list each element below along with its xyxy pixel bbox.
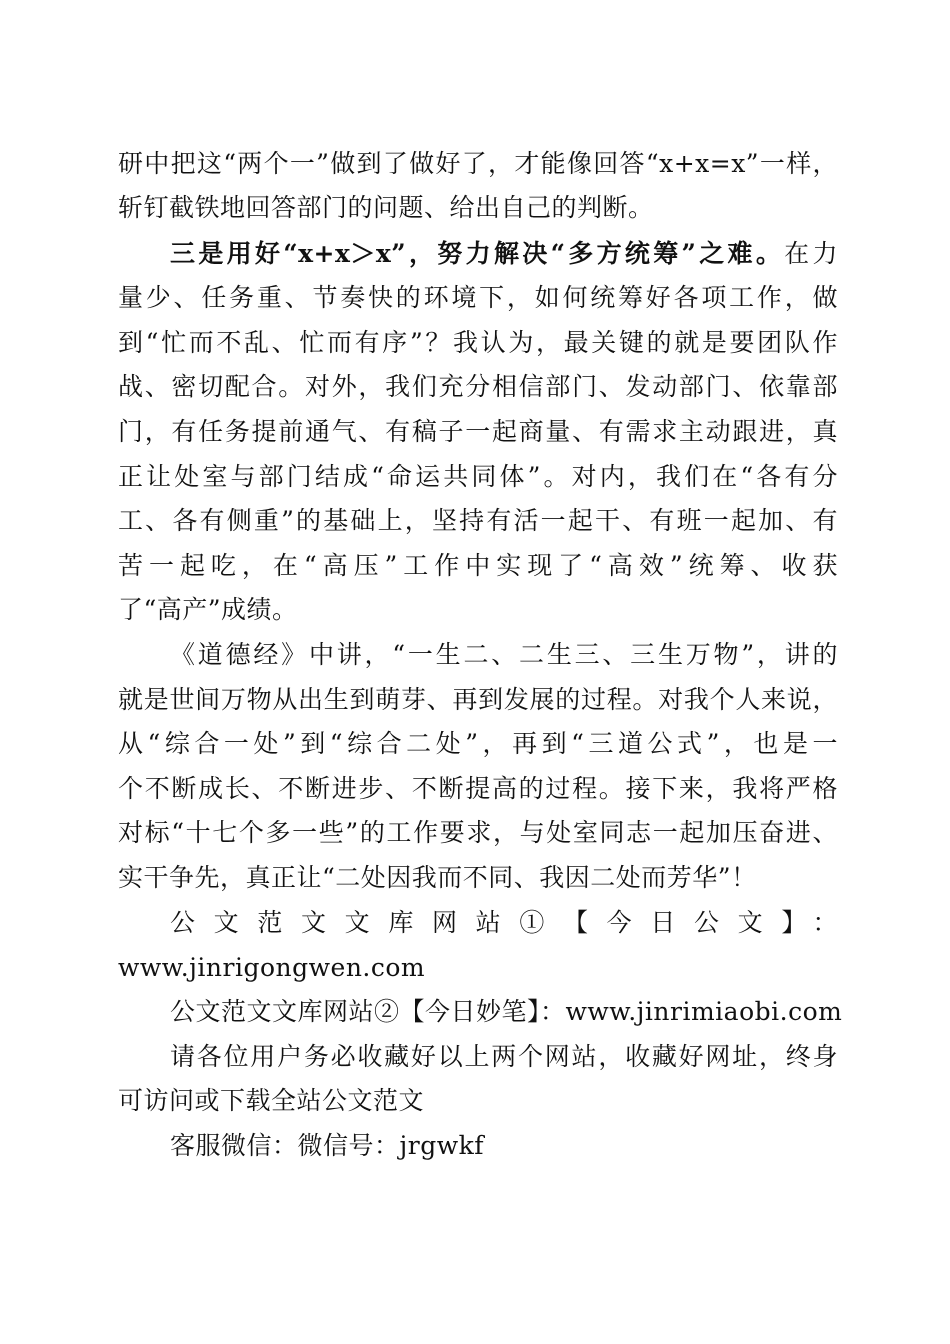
- footer-service: 客服微信：微信号：jrgwkf: [170, 1131, 485, 1160]
- para1-line-2: 斩钉截铁地回答部门的问题、给出自己的判断。: [118, 193, 654, 222]
- para3-line-1: 《道德经》中讲，“一生二、二生三、三生万物”，讲的: [170, 640, 838, 669]
- para2-line-8: 苦一起吃，在“高压”工作中实现了“高效”统筹、收获: [118, 551, 838, 580]
- para2-line-1: [170, 239, 838, 269]
- footer-site2[interactable]: 公文范文文库网站②【今日妙笔】：www.jinrimiaobi.com: [170, 997, 843, 1026]
- para2-line-9: 了“高产”成绩。: [118, 595, 298, 624]
- para2-lead-rest: 在力: [784, 239, 838, 268]
- para2-lead-bold: 三是用好“x+x＞x”，努力解决“多方统筹”之难。: [170, 239, 785, 268]
- footer-notice-line-2: 可访问或下载全站公文范文: [118, 1086, 425, 1115]
- para2-line-4: 战、密切配合。对外，我们充分相信部门、发动部门、依靠部: [118, 372, 838, 401]
- para1-line-1: 研中把这“两个一”做到了做好了，才能像回答“x+x=x”一样，: [118, 149, 838, 178]
- para3-line-3: 从“综合一处”到“综合二处”，再到“三道公式”，也是一: [118, 729, 838, 758]
- para3-line-4: 个不断成长、不断进步、不断提高的过程。接下来，我将严格: [118, 774, 838, 803]
- para2-line-6: 正让处室与部门结成“命运共同体”。对内，我们在“各有分: [118, 462, 838, 491]
- footer-site1-url[interactable]: www.jinrigongwen.com: [118, 953, 426, 982]
- para2-line-7: 工、各有侧重”的基础上，坚持有活一起干、有班一起加、有: [118, 506, 838, 535]
- para3-line-5: 对标“十七个多一些”的工作要求，与处室同志一起加压奋进、: [118, 818, 838, 847]
- footer-notice-line-1: 请各位用户务必收藏好以上两个网站，收藏好网址，终身: [170, 1042, 838, 1071]
- para2-line-2: 量少、任务重、节奏快的环境下，如何统筹好各项工作，做: [118, 283, 838, 312]
- para3-line-6: 实干争先，真正让“二处因我而不同、我因二处而芳华”！: [118, 863, 757, 892]
- para2-line-5: 门，有任务提前通气、有稿子一起商量、有需求主动跟进，真: [118, 417, 838, 446]
- para3-line-2: 就是世间万物从出生到萌芽、再到发展的过程。对我个人来说，: [118, 685, 838, 714]
- para2-line-3: 到“忙而不乱、忙而有序”？我认为，最关键的就是要团队作: [118, 328, 838, 357]
- footer-site1-label: 公文范文文库网站①【今日公文】：: [170, 908, 838, 937]
